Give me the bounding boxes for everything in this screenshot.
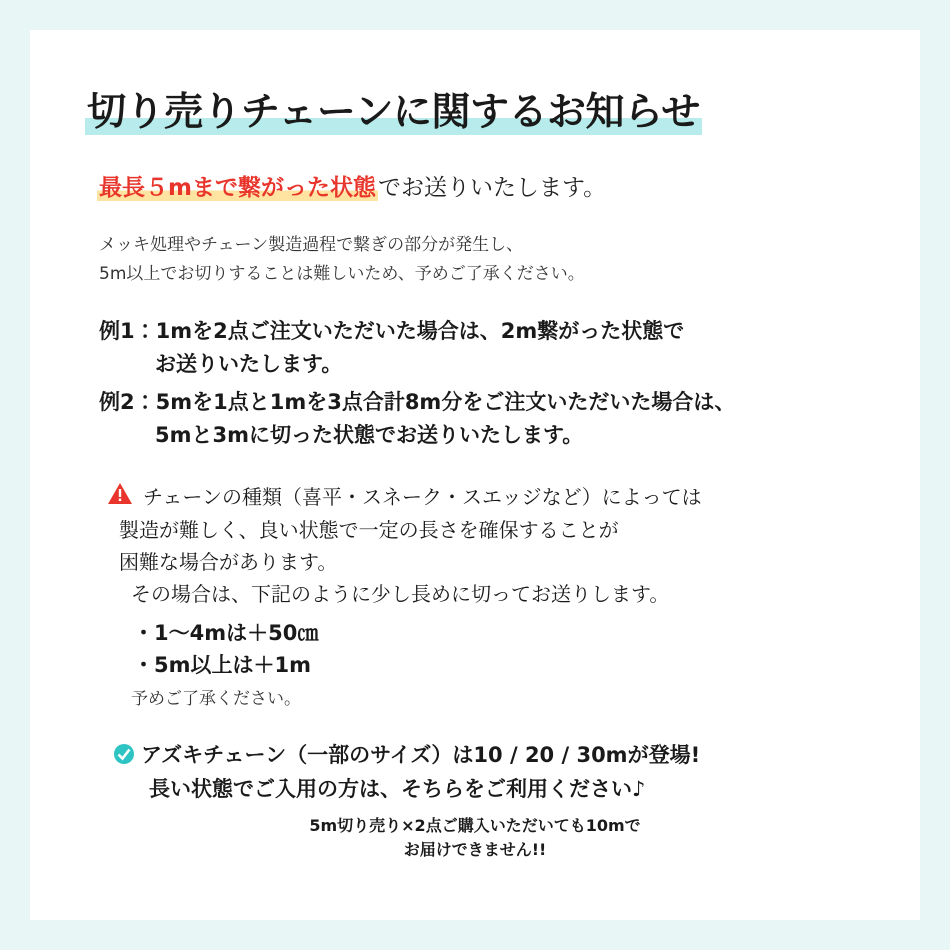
example-2 <box>85 386 865 451</box>
example-1 <box>85 315 865 380</box>
warning-after-note: 予めご了承ください。 <box>131 688 301 709</box>
promo-block <box>85 739 865 806</box>
promo-small-line-1: 5m切り売り×2点ご購入いただいても10mで <box>309 816 641 836</box>
promo-small-note <box>85 814 865 862</box>
promo-line-1: アズキチェーン（一部のサイズ）は10 / 20 / 30mが登場! <box>141 742 701 767</box>
note-block <box>85 231 865 289</box>
lead-rest: でお送りいたします。 <box>377 174 607 201</box>
promo-line-2: 長い状態でご入用の方は、そちらをご利用ください♪ <box>149 776 646 801</box>
example-1-line-2: お送りいたします。 <box>155 351 343 376</box>
example-2-line-2: 5mと3mに切った状態でお送りいたします。 <box>155 422 584 447</box>
warning-triangle-icon <box>107 482 133 505</box>
lead-highlight: 最長５mまで繋がった状態 <box>99 174 376 201</box>
page-title: 切り売りチェーンに関するお知らせ <box>87 90 700 135</box>
check-circle-icon <box>113 743 135 765</box>
promo-small-line-2: お届けできません!! <box>403 840 547 860</box>
warning-bullet-2: ・5m以上は＋1m <box>133 653 311 678</box>
warning-bullets <box>85 617 865 682</box>
example-2-line-1: 例2：5mを1点と1mを3点合計8m分をご注文いただいた場合は、 <box>99 390 736 415</box>
note-line-1: メッキ処理やチェーン製造過程で繋ぎの部分が発生し、 <box>99 235 524 256</box>
lead-statement <box>85 171 865 206</box>
page-title-wrapper <box>85 90 865 137</box>
notice-card <box>30 30 920 920</box>
warning-line-4: その場合は、下記のように少し長めに切ってお送りします。 <box>131 582 670 607</box>
example-1-line-1: 例1：1mを2点ご注文いただいた場合は、2m繋がった状態で <box>99 319 685 344</box>
note-line-2: 5m以上でお切りすることは難しいため、予めご了承ください。 <box>99 264 585 285</box>
warning-line-3: 困難な場合があります。 <box>119 550 338 575</box>
examples-block <box>85 315 865 451</box>
warning-line-1: チェーンの種類（喜平・スネーク・スエッジなど）によっては <box>143 485 702 510</box>
warning-block <box>85 481 865 611</box>
warning-bullet-1: ・1〜4mは＋50㎝ <box>133 620 319 645</box>
warning-line-2: 製造が難しく、良い状態で一定の長さを確保することが <box>119 517 619 542</box>
